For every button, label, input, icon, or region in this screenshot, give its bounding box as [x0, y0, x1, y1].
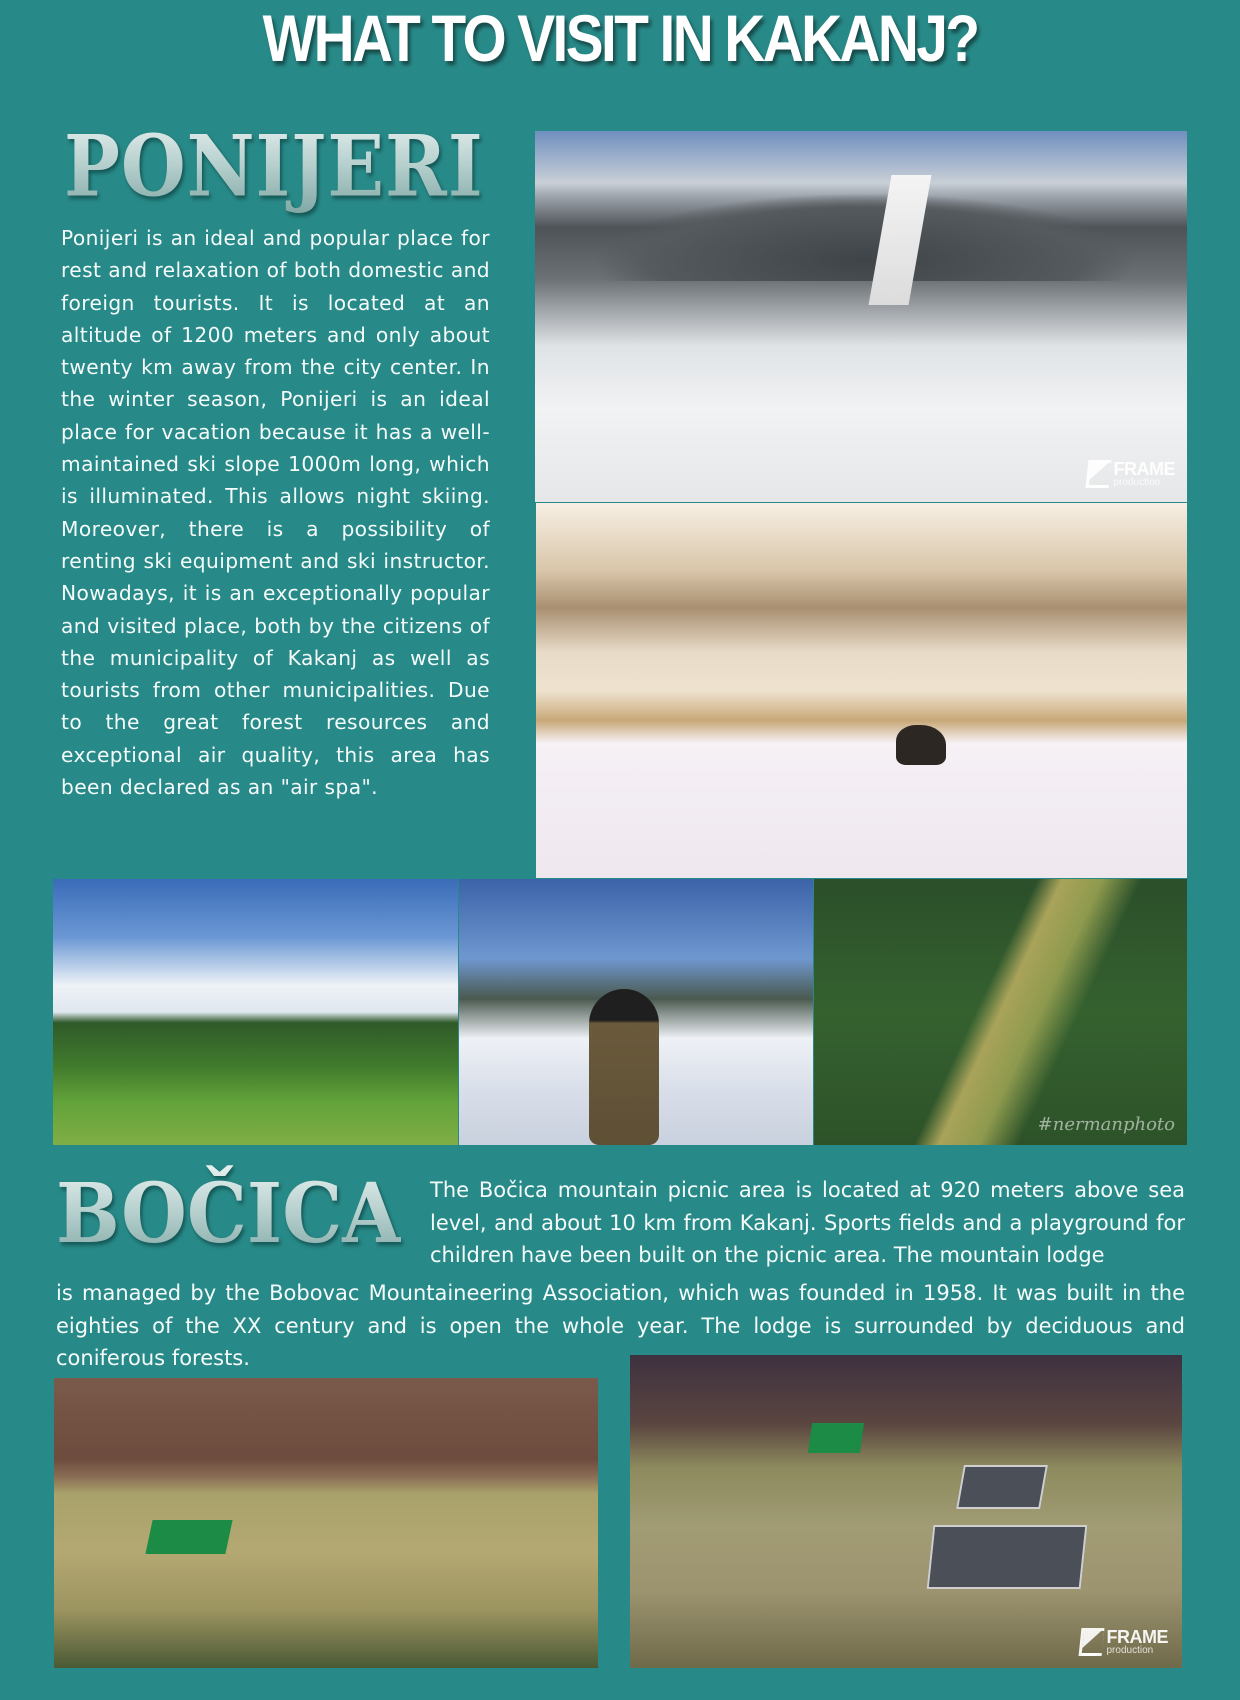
frame-logo-icon: [1085, 460, 1111, 488]
bocica-description-rest: is managed by the Bobovac Mountaineering Association, which was founded in 1958. It was built in the eighties of the XX century and is open the whole year. The lodge is surrounded by deciduous and coniferous forests.: [56, 1281, 1185, 1370]
photo-ponijeri-aerial-valley: [814, 879, 1187, 1145]
ponijeri-heading: PONIJERI: [64, 116, 484, 216]
snowmobile-rider: [896, 725, 946, 765]
frame-logo-icon: [1078, 1628, 1104, 1656]
basketball-court: [927, 1525, 1088, 1589]
frame-production-watermark: [1080, 1628, 1169, 1656]
bocica-heading: BOČICA: [56, 1166, 401, 1262]
watermark-brand: FRAME: [1106, 1627, 1168, 1647]
photographer-watermark: #nermanphoto: [1037, 1114, 1175, 1135]
page-title: WHAT TO VISIT IN KAKANJ?: [262, 1, 978, 75]
photo-ponijeri-summer-slope: [53, 879, 458, 1145]
frame-production-watermark: [1087, 460, 1176, 488]
photo-ponijeri-winter-village: [535, 131, 1187, 502]
photo-ponijeri-snowmobile: [536, 503, 1187, 878]
photo-bocica-courts-aerial: [630, 1355, 1182, 1668]
green-roof-lodge: [808, 1423, 864, 1453]
skier-figure: [589, 989, 659, 1145]
photo-ponijeri-ski-lift: [459, 879, 813, 1145]
mountain-ridge: [535, 161, 1187, 281]
bocica-description-top: The Bočica mountain picnic area is located at 920 meters above sea level, and about 10 km from Kakanj. Sports fields and a playground for children have been built on the picnic area. The mountain lodge: [430, 1178, 1185, 1267]
green-roof-lodge: [145, 1520, 232, 1554]
watermark-sub: production: [1113, 477, 1161, 488]
watermark-sub: production: [1106, 1645, 1154, 1656]
watermark-brand: FRAME: [1113, 459, 1175, 479]
photo-bocica-lodge-aerial: [54, 1378, 598, 1668]
ponijeri-description: Ponijeri is an ideal and popular place for rest and relaxation of both domestic and foreign tourists. It is located at an altitude of 1200 meters and only about twenty km away from the city center. In the winter season, Ponijeri is an ideal place for vacation because it has a well-maintained ski slope 1000m long, which is illuminated. This allows night skiing. Moreover, there is a possibility of renting ski equipment and ski instructor. Nowadays, it is an exceptionally popular and visited place, both by the citizens of the municipality of Kakanj as well as tourists from other municipalities. Due to the great forest resources and exceptional air quality, this area has been declared as an "air spa".: [61, 226, 490, 800]
basketball-court: [956, 1465, 1048, 1509]
